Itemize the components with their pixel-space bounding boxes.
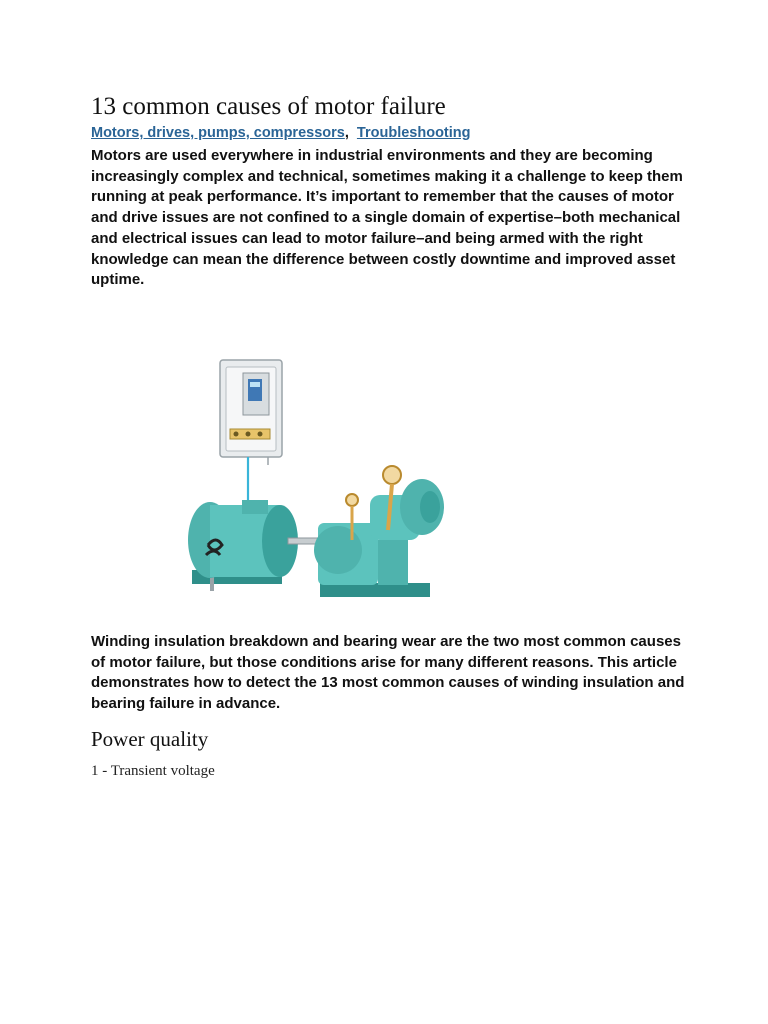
page-title: 13 common causes of motor failure <box>91 93 446 120</box>
section-heading: Power quality <box>91 727 209 751</box>
category-link-troubleshooting[interactable]: Troubleshooting <box>356 125 471 141</box>
pump-gearbox-icon <box>314 479 444 597</box>
electric-motor-icon <box>188 500 324 591</box>
category-links <box>91 125 471 141</box>
intro-paragraph: Motors are used everywhere in industrial environments and they are becoming increasingly complex and technical, sometimes making it a challenge to keep them running at peak performance. It’s important to remember that the causes of motor and drive issues are not confined to a single domain of expertise–both mechanical and electrical issues can lead to motor failure–and being armed with the right knowledge can mean the difference between costly downtime and improved asset uptime. <box>91 147 683 289</box>
drive-cabinet-icon <box>220 360 282 457</box>
category-separator: , <box>344 125 349 141</box>
list-item: 1 - Transient voltage <box>91 763 215 779</box>
body-paragraph: Winding insulation breakdown and bearing wear are the two most common causes of motor failure, but those conditions arise for many different reasons. This article demonstrates how to detect the 13 most common causes of winding insulation and bearing failure in advance. <box>91 633 685 713</box>
category-link-motors[interactable]: Motors, drives, pumps, compressors <box>91 125 345 141</box>
motor-drive-illustration <box>130 345 470 615</box>
